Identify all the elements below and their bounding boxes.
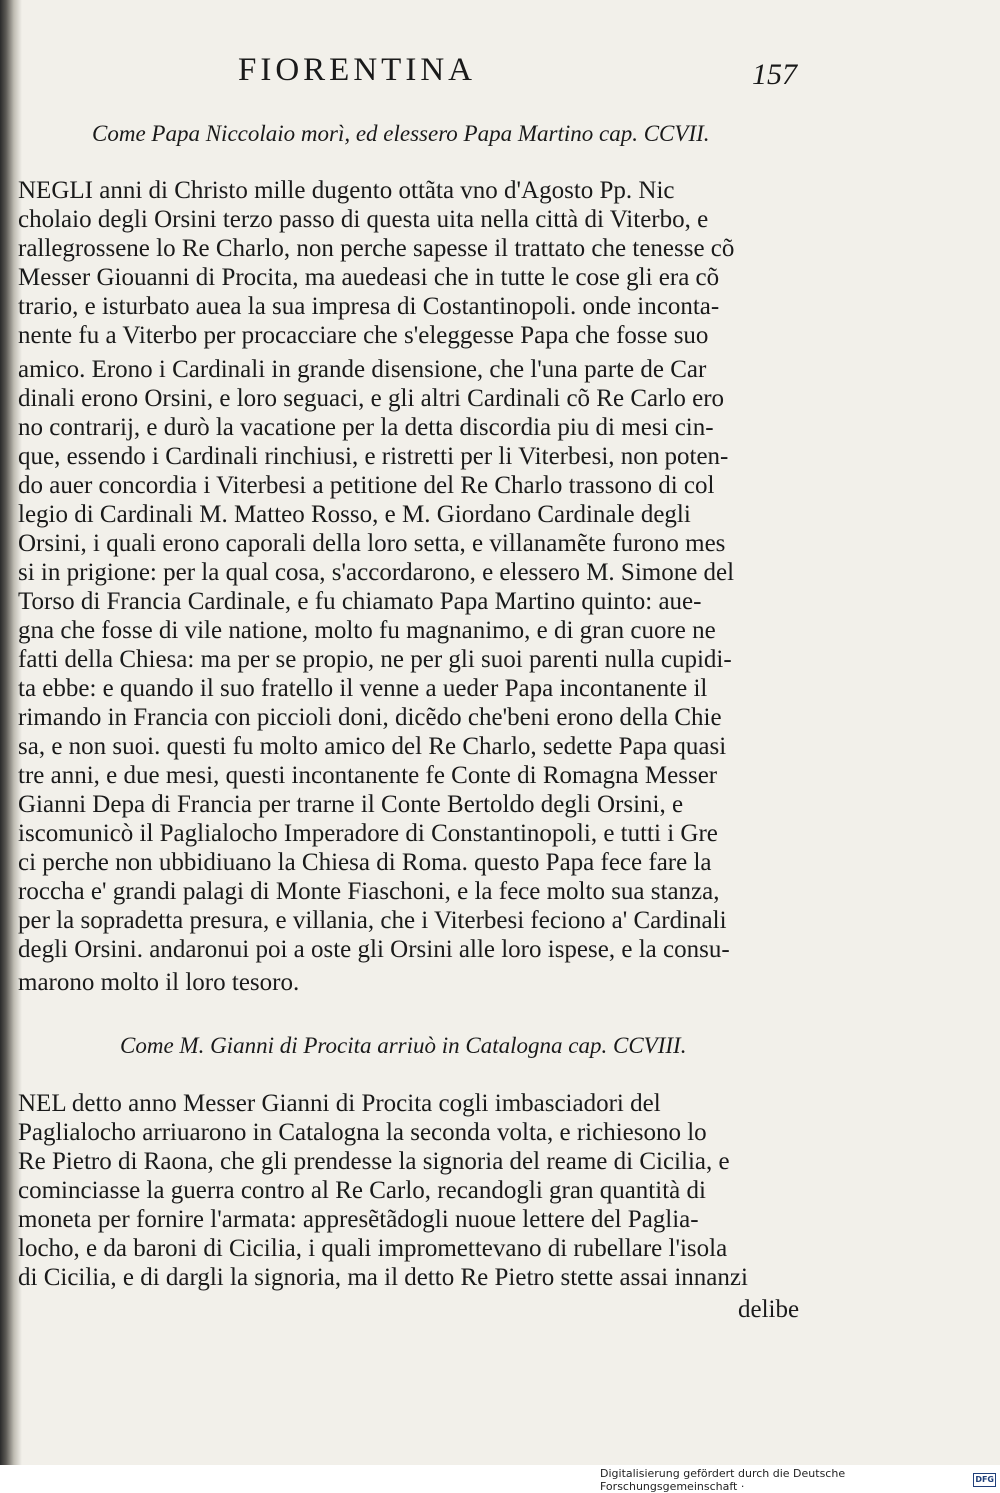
dfg-logo-icon: DFG: [973, 1473, 996, 1487]
text-line: tre anni, e due mesi, questi incontanente fe Conte di Romagna Messer: [18, 762, 718, 789]
text-line: per la sopradetta presura, e villania, che i Viterbesi feciono a' Cardinali: [18, 907, 727, 934]
credit-text: Digitalisierung gefördert durch die Deutsche Forschungsgemeinschaft ·: [600, 1467, 846, 1493]
text-line: locho, e da baroni di Cicilia, i quali impromettevano di rubellare l'isola: [18, 1235, 728, 1262]
page-number: 157: [752, 58, 797, 91]
text-line: Re Pietro di Raona, che gli prendesse la signoria del reame di Cicilia, e: [18, 1148, 730, 1175]
text-line: NEL detto anno Messer Gianni di Procita cogli imbasciadori del: [18, 1090, 661, 1117]
text-line: dinali erono Orsini, e loro seguaci, e gli altri Cardinali cõ Re Carlo ero: [18, 385, 725, 412]
text-line: rimando in Francia con piccioli doni, dicẽdo che'beni erono della Chie: [18, 704, 722, 731]
text-line: cominciasse la guerra contro al Re Carlo, recandogli gran quantità di: [18, 1177, 706, 1204]
text-line: NEGLI anni di Christo mille dugento ottãta vno d'Agosto Pp. Nic: [18, 177, 675, 204]
text-line: legio di Cardinali M. Matteo Rosso, e M. Giordano Cardinale degli: [18, 501, 691, 528]
catchword: delibe: [738, 1296, 800, 1323]
text-line: ci perche non ubbidiuano la Chiesa di Roma. questo Papa fece fare la: [18, 849, 712, 876]
text-line: degli Orsini. andaronui poi a oste gli Orsini alle loro ispese, e la consu-: [18, 936, 730, 963]
chapter-heading-ccviii: Come M. Gianni di Procita arriuò in Catalogna cap. CCVIII.: [120, 1033, 687, 1058]
text-line: rallegrossene lo Re Charlo, non perche sapesse il trattato che tenesse cõ: [18, 235, 735, 262]
text-line: sa, e non suoi. questi fu molto amico del Re Charlo, sedette Papa quasi: [18, 733, 727, 760]
text-line: cholaio degli Orsini terzo passo di questa uita nella città di Viterbo, e: [18, 206, 709, 233]
chapter-heading-ccvii: Come Papa Niccolaio morì, ed elessero Papa Martino cap. CCVII.: [92, 121, 710, 146]
text-line: moneta per fornire l'armata: appresẽtãdogli nuoue lettere del Paglia-: [18, 1206, 699, 1233]
text-line: gna che fosse di vile natione, molto fu magnanimo, e di gran cuore ne: [18, 617, 716, 644]
running-header-title: FIORENTINA: [238, 52, 476, 88]
digitization-credit-footer: [600, 1467, 996, 1493]
text-line: fatti della Chiesa: ma per se propio, ne per gli suoi parenti nulla cupidi-: [18, 646, 732, 673]
text-line: que, essendo i Cardinali rinchiusi, e ristretti per li Viterbesi, non poten-: [18, 443, 729, 470]
text-line: Orsini, i quali erono caporali della loro setta, e villanamẽte furono mes: [18, 530, 726, 557]
text-line: Gianni Depa di Francia per trarne il Conte Bertoldo degli Orsini, e: [18, 791, 684, 818]
text-line: amico. Erono i Cardinali in grande disensione, che l'una parte de Car: [18, 356, 707, 383]
text-line: di Cicilia, e di dargli la signoria, ma il detto Re Pietro stette assai innanzi: [18, 1264, 748, 1291]
text-line: do auer concordia i Viterbesi a petitione del Re Charlo trassono di col: [18, 472, 715, 499]
text-line: no contrarij, e durò la vacatione per la detta discordia piu di mesi cin-: [18, 414, 714, 441]
text-line: trario, e isturbato auea la sua impresa di Costantinopoli. onde inconta-: [18, 293, 720, 320]
text-line: ta ebbe: e quando il suo fratello il venne a ueder Papa incontanente il: [18, 675, 708, 702]
text-line: iscomunicò il Paglialocho Imperadore di Constantinopoli, e tutti i Gre: [18, 820, 718, 847]
text-line: nente fu a Viterbo per procacciare che s'eleggesse Papa che fosse suo: [18, 322, 709, 349]
text-line: marono molto il loro tesoro.: [18, 969, 300, 996]
text-line: Messer Giouanni di Procita, ma auedeasi che in tutte le cose gli era cõ: [18, 264, 720, 291]
text-line: Paglialocho arriuarono in Catalogna la seconda volta, e richiesono lo: [18, 1119, 707, 1146]
text-line: roccha e' grandi palagi di Monte Fiaschoni, e la fece molto sua stanza,: [18, 878, 720, 905]
text-line: si in prigione: per la qual cosa, s'accordarono, e elessero M. Simone del: [18, 559, 735, 586]
text-line: Torso di Francia Cardinale, e fu chiamato Papa Martino quinto: aue-: [18, 588, 702, 615]
